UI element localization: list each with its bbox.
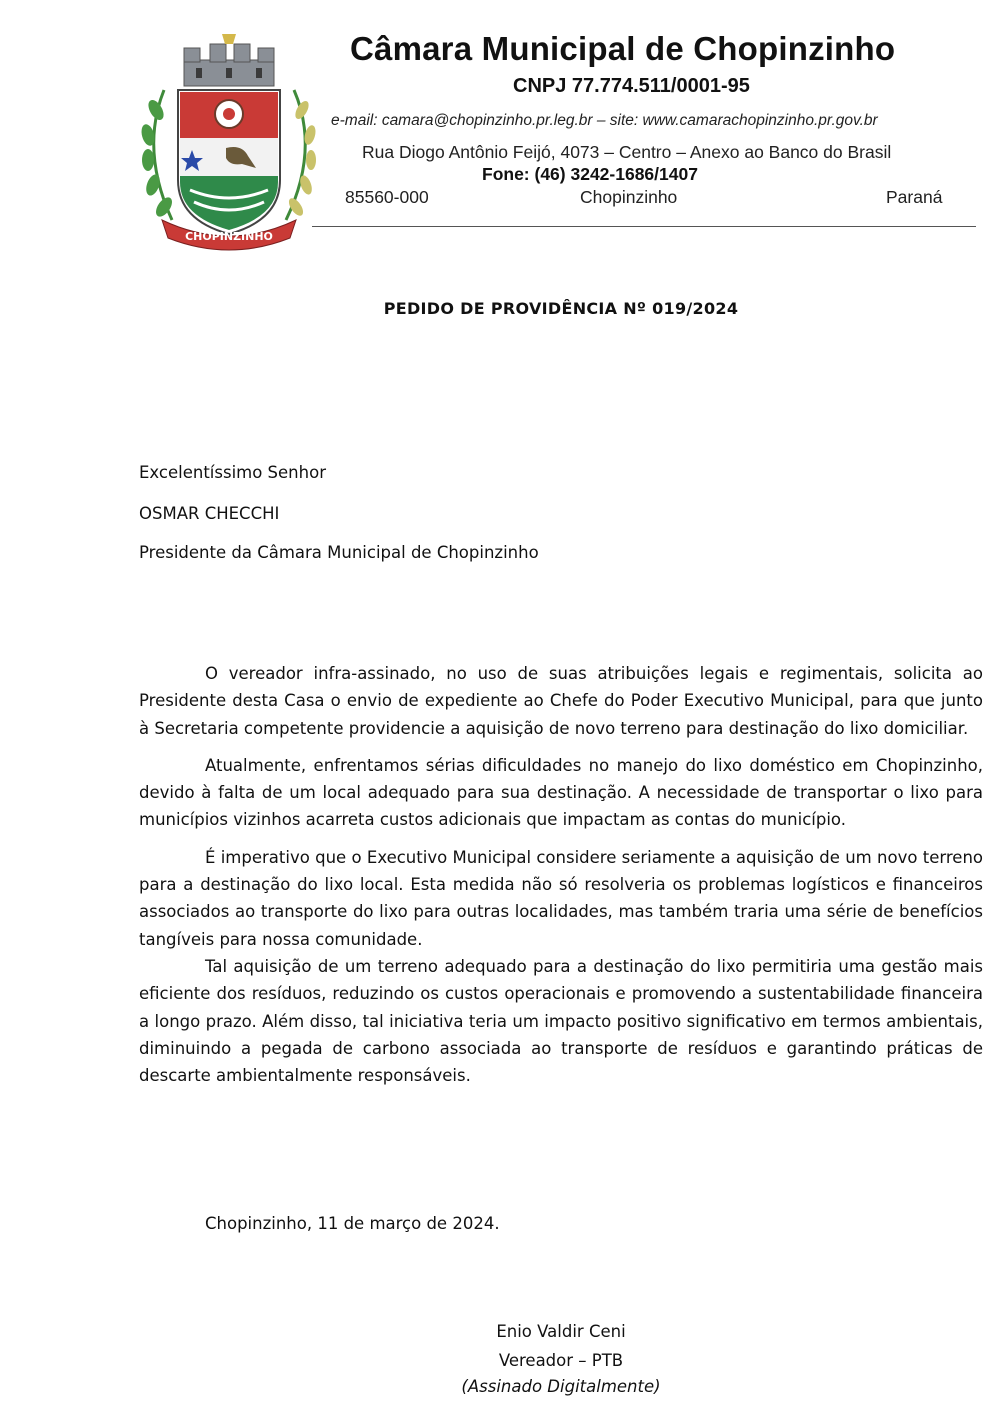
letter-body (139, 660, 983, 1089)
recipient-name: OSMAR CHECCHI (139, 504, 280, 523)
salutation: Excelentíssimo Senhor (139, 463, 326, 482)
city: Chopinzinho (580, 187, 678, 207)
document-title: PEDIDO DE PROVIDÊNCIA Nº 019/2024 (383, 299, 739, 318)
municipal-crest-logo (134, 30, 324, 252)
paragraph: Atualmente, enfrentamos sérias dificuldades no manejo do lixo doméstico em Chopinzinho, devido à falta de um local adequado para sua destinação. A necessidade de transportar o lixo para municípios vizinhos acarreta custos adicionais que impactam as contas do município. (139, 755, 983, 830)
institution-name: Câmara Municipal de Chopinzinho (350, 30, 896, 67)
crest-ribbon-text: CHOPINZINHO (185, 230, 273, 243)
header-divider (312, 226, 976, 227)
signer-role: Vereador – PTB (498, 1351, 624, 1370)
postal-code: 85560-000 (345, 187, 429, 207)
paragraph: O vereador infra-assinado, no uso de suas atribuições legais e regimentais, solicita ao Presidente desta Casa o envio de expediente ao Chefe do Poder Executivo Municipal, para que junto à Secretaria competente providencie a aquisição de novo terreno para destinação do lixo domiciliar. (139, 664, 983, 738)
paragraph: É imperativo que o Executivo Municipal considere seriamente a aquisição de um novo terreno para a destinação do lixo local. Esta medida não só resolveria os problemas logísticos e financeiros associados ao transporte do lixo para outras localidades, mas também traria uma série de benefícios tangíveis para nossa comunidade. (139, 847, 983, 949)
email-site: e-mail: camara@chopinzinho.pr.leg.br – site: www.camarachopinzinho.pr.gov.br (331, 112, 878, 129)
signature-note: (Assinado Digitalmente) (461, 1377, 661, 1396)
recipient-role: Presidente da Câmara Municipal de Chopinzinho (139, 543, 539, 562)
signer-name: Enio Valdir Ceni (496, 1322, 626, 1341)
state: Paraná (886, 187, 943, 207)
street-address: Rua Diogo Antônio Feijó, 4073 – Centro – Anexo ao Banco do Brasil (362, 142, 892, 162)
date-line: Chopinzinho, 11 de março de 2024. (205, 1214, 500, 1233)
cnpj: CNPJ 77.774.511/0001-95 (513, 75, 750, 97)
paragraph: Tal aquisição de um terreno adequado para a destinação do lixo permitiria uma gestão mais eficiente dos resíduos, reduzindo os custos operacionais e promovendo a sustentabilidade financeira a longo prazo. Além disso, tal iniciativa teria um impacto positivo significativo em termos ambientais, diminuindo a pegada de carbono associada ao transporte de resíduos e garantindo práticas de descarte ambientalmente responsáveis. (139, 956, 983, 1086)
phone: Fone: (46) 3242-1686/1407 (482, 164, 698, 184)
